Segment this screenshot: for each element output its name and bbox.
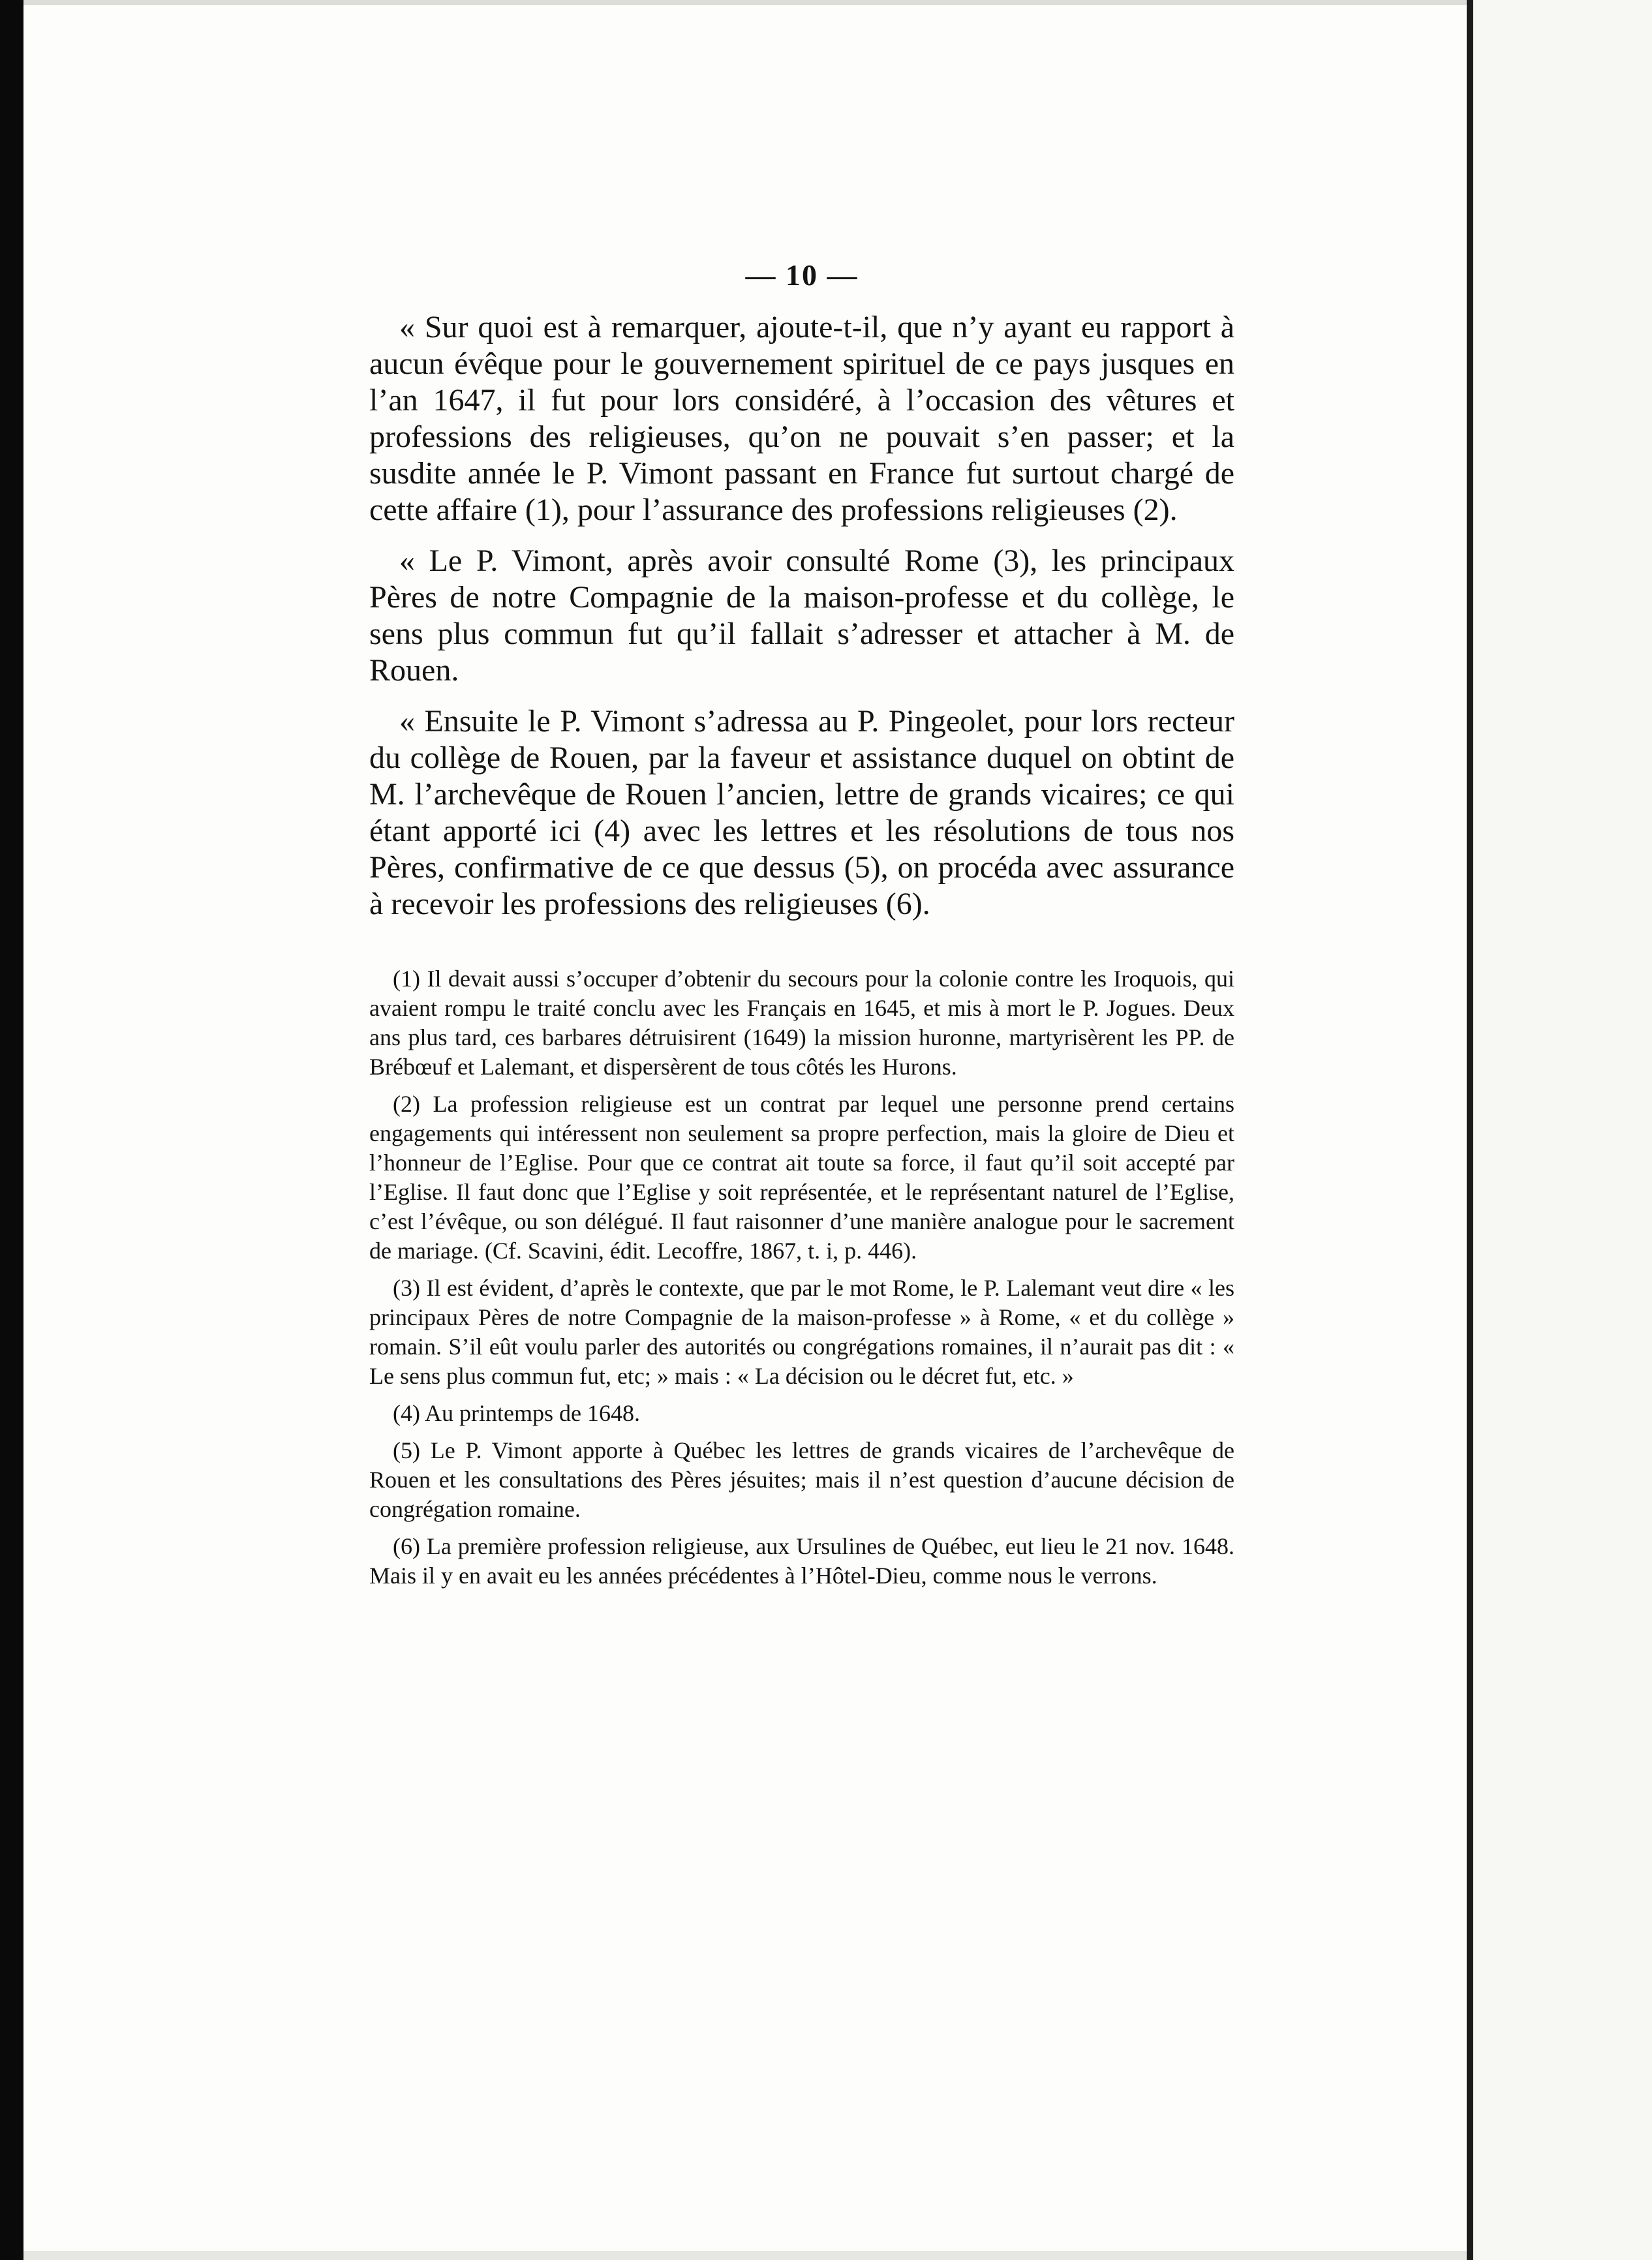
scan-top-edge <box>23 0 1467 5</box>
scan-bottom-edge <box>23 2251 1467 2260</box>
footnote: (3) Il est évident, d’après le contexte, que par le mot Rome, le P. Lalemant veut dire « les principaux Pères de notre Compagnie de la maison-professe » à Rome, « et du collège » romain. S’il eût voulu parler des autorités ou congrégations romaines, il n’aurait pas dit : « Le sens plus commun fut, etc; » mais : « La décision ou le décret fut, etc. » <box>369 1275 1234 1389</box>
body-paragraph: « Sur quoi est à remarquer, ajoute-t-il, que n’y ayant eu rapport à aucun évêque pour le gouvernement spirituel de ce pays jusques en l’an 1647, il fut pour lors considéré, à l’occasion des vêtures et professions des religieuses, qu’on ne pouvait s’en passer; et la susdite année le P. Vimont passant en France fut surtout chargé de cette affaire (1), pour l’assurance des professions religieuses (2). <box>369 310 1234 527</box>
footnote: (4) Au printemps de 1648. <box>393 1400 640 1426</box>
footnote: (2) La profession religieuse est un contrat par lequel une personne prend certains engagements qui intéressent non seulement sa propre perfection, mais la gloire de Dieu et l’honneur de l’Eglise. Pour que ce contrat ait toute sa force, il faut qu’il soit accepté par l’Eglise. Il faut donc que l’Eglise y soit représentée, et le représentant naturel de l’Eglise, c’est l’évêque, ou son délégué. Il faut raisonner d’une manière analogue pour le sacrement de mariage. (Cf. Scavini, édit. Lecoffre, 1867, t. i, p. 446). <box>369 1091 1234 1264</box>
footnote: (5) Le P. Vimont apporte à Québec les lettres de grands vicaires de l’archevêque de Rouen et les consultations des Pères jésuites; mais il n’est question d’aucune décision de congrégation romaine. <box>369 1437 1234 1522</box>
body-paragraph: « Ensuite le P. Vimont s’adressa au P. Pingeolet, pour lors recteur du collège de Rouen, par la faveur et assistance duquel on obtint de M. l’archevêque de Rouen l’ancien, lettre de grands vicaires; ce qui étant apporté ici (4) avec les lettres et les résolutions de tous nos Pères, confirmative de ce que dessus (5), on procéda avec assurance à recevoir les professions des religieuses (6). <box>369 704 1234 921</box>
page-text-block <box>369 258 1234 1598</box>
body-paragraph: « Le P. Vimont, après avoir consulté Rome (3), les principaux Pères de notre Compagnie de la maison-professe et du collège, le sens plus commun fut qu’il fallait s’adresser et attacher à M. de Rouen. <box>369 543 1234 688</box>
page-number: — 10 — <box>745 258 859 292</box>
footnote: (6) La première profession religieuse, aux Ursulines de Québec, eut lieu le 21 nov. 1648. Mais il y en avait eu les années précédentes à l’Hôtel-Dieu, comme nous le verrons. <box>369 1533 1234 1589</box>
adjacent-page-edge <box>1473 0 1652 2260</box>
footnote: (1) Il devait aussi s’occuper d’obtenir du secours pour la colonie contre les Iroquois, qui avaient rompu le traité conclu avec les Français en 1645, et mis à mort le P. Jogues. Deux ans plus tard, ces barbares détruisirent (1649) la mission huronne, martyrisèrent les PP. de Brébœuf et Lalemant, et dispersèrent de tous côtés les Hurons. <box>369 966 1234 1080</box>
page-fold-shadow <box>1467 0 1473 2260</box>
footnotes-section <box>369 964 1234 1591</box>
scan-left-border <box>0 0 23 2260</box>
